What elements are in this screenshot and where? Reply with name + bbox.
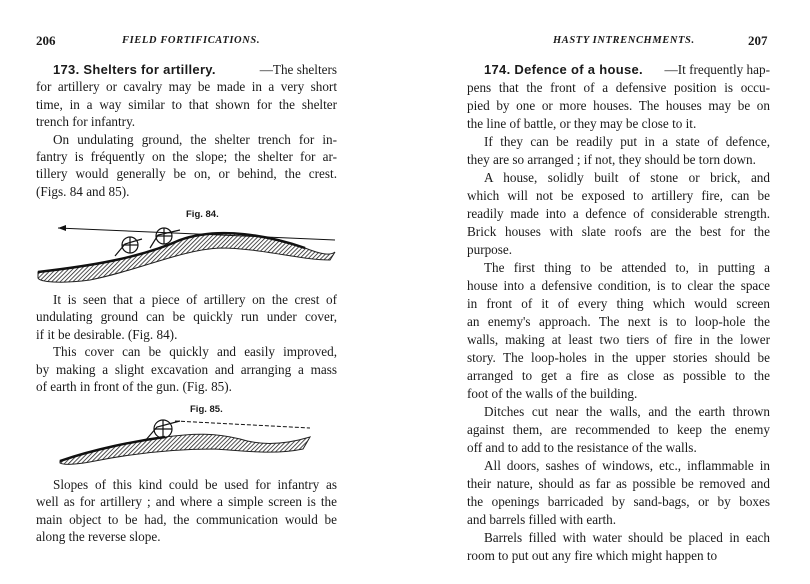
line-text: All doors, sashes of windows, etc., inflammable in <box>484 458 770 473</box>
line-text: arranged to get a fire as close as possible to the <box>467 368 770 383</box>
line-text: tillery would generally be on, or behind, the crest. <box>36 166 337 182</box>
line-text: Ditches cut near the walls, and the earth thrown <box>484 404 770 419</box>
text-line <box>467 187 770 205</box>
text-line <box>36 493 337 510</box>
text-block <box>36 291 337 395</box>
line-text: It is seen that a piece of artillery on the crest of <box>53 292 337 307</box>
line-text: an enemy's approach. The next is to loop-hole the <box>467 314 770 329</box>
text-line <box>36 78 337 95</box>
text-line <box>467 439 770 457</box>
line-text: This cover can be quickly and easily improved, <box>53 344 337 360</box>
text-line <box>36 326 337 343</box>
line-text: The first thing to be attended to, in putting a <box>484 260 770 275</box>
text-line <box>467 367 770 385</box>
line-text: Barrels filled with water should be placed in each <box>484 530 770 545</box>
text-line <box>467 529 770 547</box>
section-heading: 174. Defence of a house. <box>484 62 643 77</box>
text-line <box>467 151 770 169</box>
line-text: along the reverse slope. <box>36 529 161 545</box>
page-number: 207 <box>748 33 768 48</box>
line-text: A house, solidly built of stone or brick, and <box>484 170 770 185</box>
text-line <box>467 331 770 349</box>
text-block <box>467 61 770 565</box>
line-text: foot of the walls of the building. <box>467 386 638 401</box>
line-text: trench for infantry. <box>36 114 136 130</box>
text-line <box>467 259 770 277</box>
line-text: in front of it of every thing which would screen <box>467 296 770 311</box>
line-text: of earth in front of the gun. (Fig. 85). <box>36 378 232 394</box>
text-line <box>36 61 337 78</box>
line-text: If they can be readily put in a state of defence, <box>484 134 770 149</box>
line-text: by making a slight excavation and arranging a mass <box>36 361 337 377</box>
figure-84-illustration <box>30 218 340 284</box>
line-text: time, in a way similar to that shown for the shelter <box>36 96 337 112</box>
text-line <box>36 96 337 113</box>
line-text: and barrels filled with earth. <box>467 512 617 527</box>
text-line <box>467 403 770 421</box>
text-line <box>467 493 770 511</box>
running-title: FIELD FORTIFICATIONS. <box>122 35 261 46</box>
text-line <box>36 113 337 130</box>
section-heading: 173. Shelters for artillery. <box>53 62 216 77</box>
line-text: off and to add to the resistance of the walls. <box>467 440 697 455</box>
line-text: readily made into a defence of considerable strength. <box>467 206 770 221</box>
line-text: against them, are recommended to keep the enemy <box>467 422 770 437</box>
line-text: pied by one or more houses. The houses may be on <box>467 98 770 113</box>
text-line <box>36 528 337 545</box>
figure-85-illustration <box>55 413 315 465</box>
text-line <box>467 115 770 133</box>
text-line <box>467 295 770 313</box>
line-text: their nature, should as far as possible be removed and <box>467 476 770 491</box>
line-text: well as for artillery ; and where a simple screen is the <box>36 494 337 510</box>
line-text: if it be desirable. (Fig. 84). <box>36 326 178 342</box>
text-line <box>467 205 770 223</box>
text-line <box>36 308 337 325</box>
text-line <box>467 223 770 241</box>
line-text: Slopes of this kind could be used for infantry as <box>53 477 337 492</box>
line-text: —It frequently hap- <box>664 62 770 77</box>
text-line <box>467 421 770 439</box>
figure-label: Fig. 84. <box>186 209 219 220</box>
text-line <box>467 349 770 367</box>
line-text: which will not be exposed to artillery fire, can be <box>467 188 770 203</box>
text-line <box>36 511 337 528</box>
line-text: (Figs. 84 and 85). <box>36 183 130 199</box>
line-text: On undulating ground, the shelter trench for in- <box>53 131 337 147</box>
text-line <box>36 291 337 308</box>
text-line <box>36 476 337 493</box>
line-text: house into a defensive condition, is to clear the space <box>467 278 770 293</box>
page-number: 206 <box>36 33 56 48</box>
text-line <box>467 97 770 115</box>
text-line <box>467 133 770 151</box>
line-text: —The shelters <box>259 62 337 77</box>
line-text: Brick houses with slate roofs are the best for the <box>467 224 770 239</box>
text-line <box>467 169 770 187</box>
line-text: pens that the front of a defensive position is occu- <box>467 80 770 95</box>
line-text: story. The loop-holes in the upper stories should be <box>467 350 770 365</box>
text-line <box>467 385 770 403</box>
line-text: undulating ground can be quickly run under cover, <box>36 309 337 325</box>
text-line <box>36 343 337 360</box>
text-line <box>36 183 337 200</box>
line-text: the openings barricaded by sand-bags, or by boxes <box>467 494 770 509</box>
text-line <box>36 361 337 378</box>
text-line <box>467 547 770 565</box>
line-text: they are so arranged ; if not, they should be torn down. <box>467 152 756 167</box>
text-line <box>36 165 337 182</box>
text-line <box>467 475 770 493</box>
text-line <box>467 277 770 295</box>
line-text: fantry is fréquently on the slope; the shelter for ar- <box>36 148 337 164</box>
line-text: purpose. <box>467 242 513 257</box>
text-line <box>467 511 770 529</box>
line-text: for artillery or cavalry may be made in a very short <box>36 79 337 95</box>
text-block <box>36 61 337 200</box>
text-line <box>36 131 337 148</box>
text-line <box>467 241 770 259</box>
text-block <box>36 476 337 546</box>
text-line <box>467 61 770 79</box>
line-text: walls, making at least two tiers of fire in the lower <box>467 332 770 347</box>
line-text: room to put out any fire which might happen to <box>467 548 718 563</box>
figure-label: Fig. 85. <box>190 404 223 415</box>
text-line <box>36 148 337 165</box>
running-title: HASTY INTRENCHMENTS. <box>553 35 695 46</box>
text-line <box>467 79 770 97</box>
line-text: the line of battle, or they may be close to it. <box>467 116 697 131</box>
text-line <box>36 378 337 395</box>
text-line <box>467 313 770 331</box>
text-line <box>467 457 770 475</box>
line-text: main object to be had, the communication would be <box>36 511 337 527</box>
